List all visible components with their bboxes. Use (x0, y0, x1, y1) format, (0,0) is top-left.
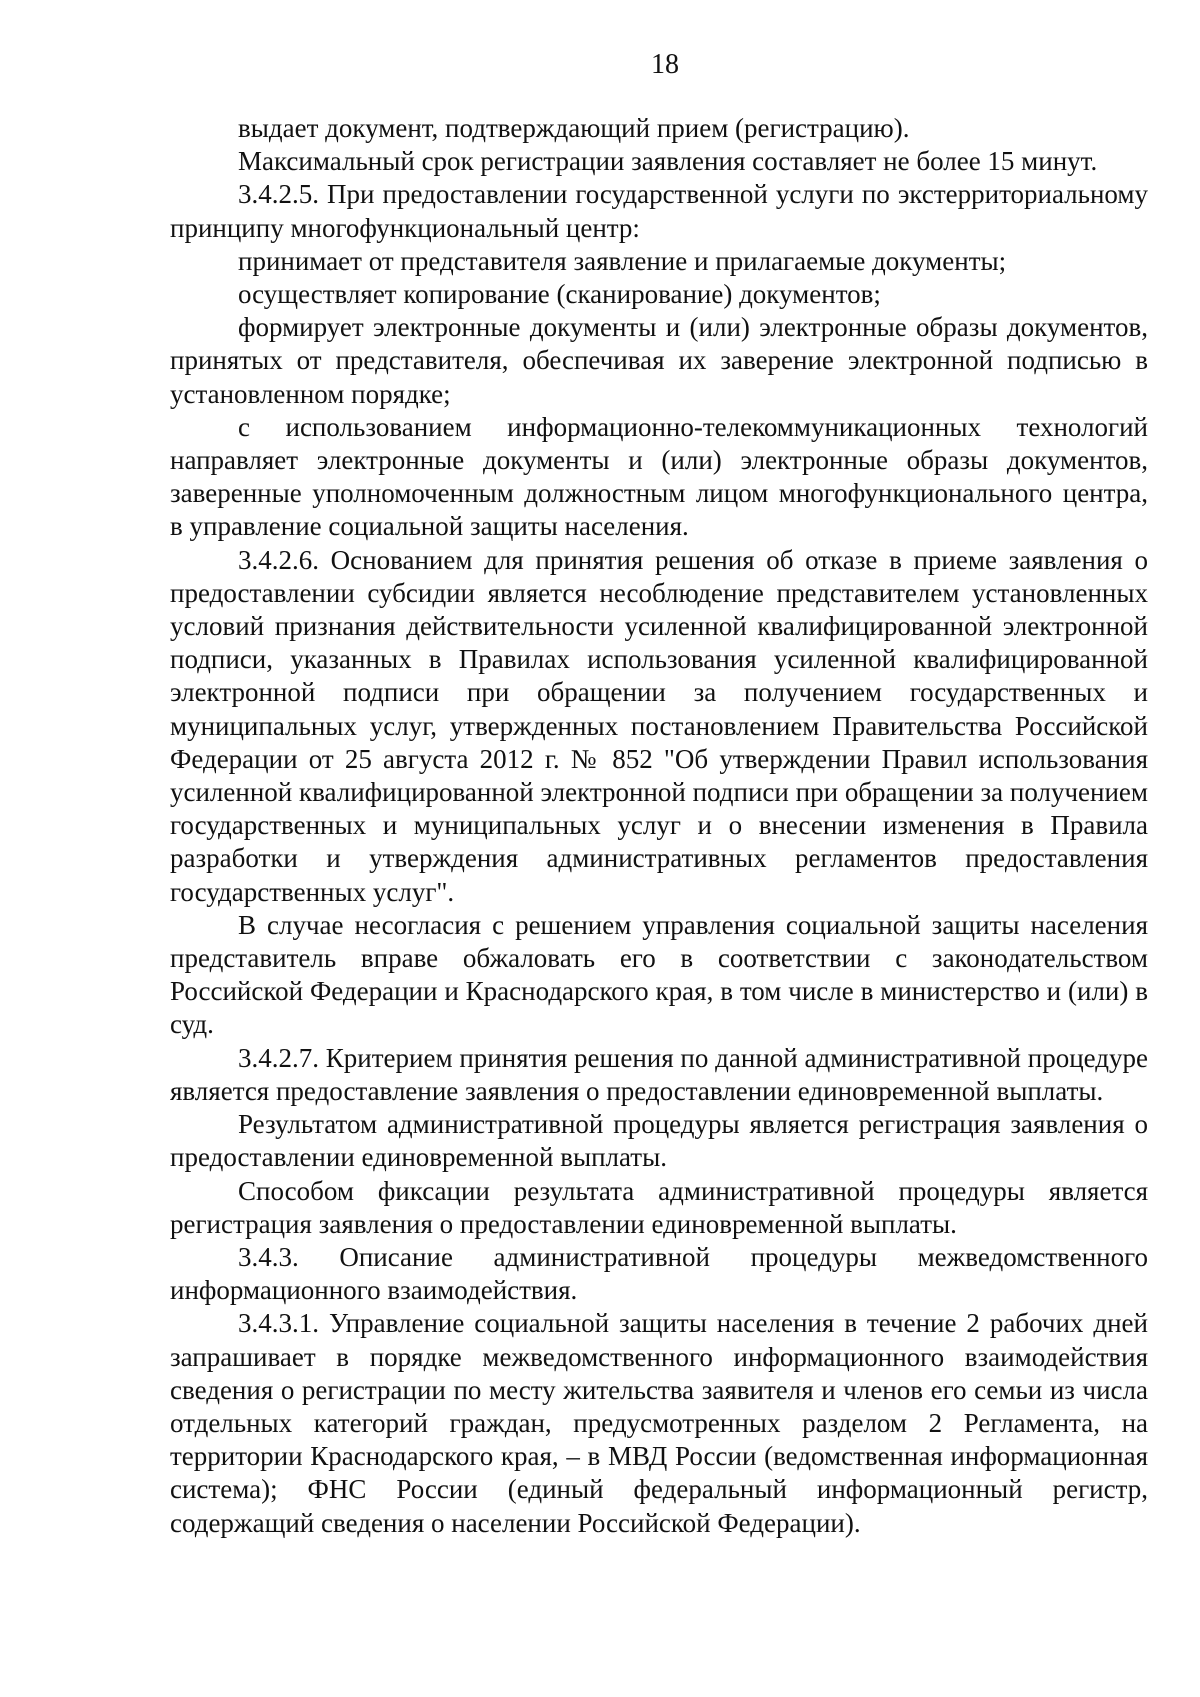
paragraph-3: 3.4.2.5. При предоставлении государственной услуги по экстерриториальному принципу многофункциональный центр: (170, 179, 1148, 243)
paragraph-5: осуществляет копирование (сканирование) документов; (238, 279, 881, 310)
paragraph-8: 3.4.2.6. Основанием для принятия решения об отказе в приеме заявления о предоставлении субсидии является несоблюдение представителем установленных условий признания действительности усиленной квалифицированной электронной подписи, указанных в Правилах использования усиленной квалифицированной электронной подписи при обращении за получением государственных и муниципальных услуг, утвержденных постановлением Правительства Российской Федерации от 25 августа 2012 г. № 852 "Об утверждении Правил использования усиленной квалифицированной электронной подписи при обращении за получением государственных и муниципальных услуг и о внесении изменения в Правила разработки и утверждения административных регламентов предоставления государственных услуг". (170, 544, 1148, 907)
paragraph-10: 3.4.2.7. Критерием принятия решения по данной административной процедуре является предоставление заявления о предоставлении единовременной выплаты. (170, 1042, 1148, 1106)
paragraph-14: 3.4.3.1. Управление социальной защиты населения в течение 2 рабочих дней запрашивает в порядке межведомственного информационного взаимодействия сведения о регистрации по месту жительства заявителя и членов его семьи из числа отдельных категорий граждан, предусмотренных разделом 2 Регламента, на территории Краснодарского края, – в МВД России (ведомственная информационная система); ФНС России (единый федеральный информационный регистр, содержащий сведения о населении Российской Федерации). (170, 1308, 1148, 1538)
paragraph-7: с использованием информационно-телекоммуникационных технологий направляет электронные документы и (или) электронные образы документов, заверенные уполномоченным должностным лицом многофункционального центра, в управление социальной защиты населения. (170, 411, 1148, 542)
page-number: 18 (651, 49, 679, 80)
document-body (170, 112, 1148, 1540)
paragraph-2: Максимальный срок регистрации заявления составляет не более 15 минут. (238, 146, 1098, 177)
paragraph-6: формирует электронные документы и (или) электронные образы документов, принятых от представителя, обеспечивая их заверение электронной подписью в установленном порядке; (170, 312, 1148, 409)
paragraph-4: принимает от представителя заявление и прилагаемые документы; (238, 245, 1007, 276)
paragraph-9: В случае несогласия с решением управления социальной защиты населения представитель вправе обжаловать его в соответствии с законодательством Российской Федерации и Краснодарского края, в том числе в министерство и (или) в суд. (170, 909, 1148, 1040)
paragraph-12: Способом фиксации результата административной процедуры является регистрация заявления о предоставлении единовременной выплаты. (170, 1175, 1148, 1239)
paragraph-13: 3.4.3. Описание административной процедуры межведомственного информационного взаимодействия. (170, 1241, 1148, 1306)
paragraph-11: Результатом административной процедуры является регистрация заявления о предоставлении единовременной выплаты. (170, 1109, 1148, 1173)
paragraph-1: выдает документ, подтверждающий прием (регистрацию). (238, 113, 910, 143)
